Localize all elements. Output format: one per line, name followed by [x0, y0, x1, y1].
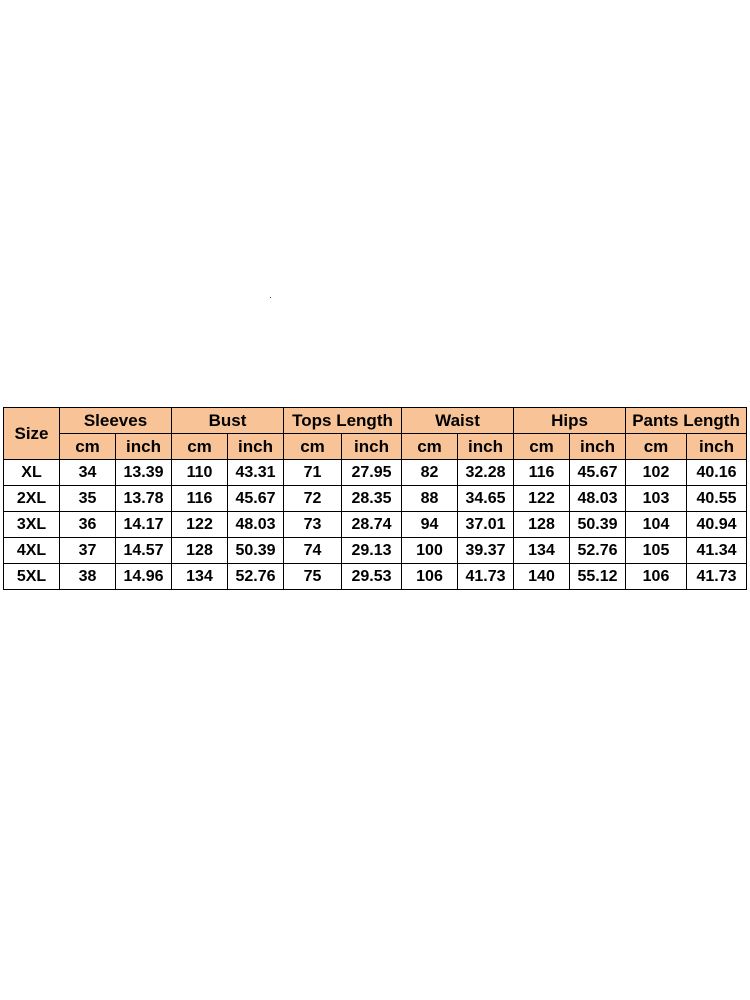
- unit-header-inch: inch: [342, 434, 402, 460]
- table-cell: 82: [402, 460, 458, 486]
- unit-header-cm: cm: [402, 434, 458, 460]
- group-header-pants-length: Pants Length: [626, 408, 747, 434]
- table-cell: 13.39: [116, 460, 172, 486]
- table-cell: 122: [514, 486, 570, 512]
- size-chart-table: [3, 407, 747, 590]
- table-cell: 45.67: [228, 486, 284, 512]
- stray-dot: [270, 297, 271, 298]
- table-cell: 48.03: [228, 512, 284, 538]
- table-cell: 14.57: [116, 538, 172, 564]
- unit-header-inch: inch: [570, 434, 626, 460]
- table-cell: 29.53: [342, 564, 402, 590]
- table-cell: 94: [402, 512, 458, 538]
- table-cell: 28.35: [342, 486, 402, 512]
- unit-header-row: [4, 434, 747, 460]
- table-cell: 50.39: [570, 512, 626, 538]
- table-cell: 103: [626, 486, 687, 512]
- table-cell: 50.39: [228, 538, 284, 564]
- unit-header-inch: inch: [458, 434, 514, 460]
- table-cell: 116: [172, 486, 228, 512]
- table-cell: 52.76: [570, 538, 626, 564]
- table-cell: 40.55: [687, 486, 747, 512]
- group-header-hips: Hips: [514, 408, 626, 434]
- table-cell: 106: [626, 564, 687, 590]
- table-cell: 14.17: [116, 512, 172, 538]
- table-cell: 34: [60, 460, 116, 486]
- unit-header-inch: inch: [116, 434, 172, 460]
- group-header-waist: Waist: [402, 408, 514, 434]
- table-cell: 37: [60, 538, 116, 564]
- table-cell: 88: [402, 486, 458, 512]
- table-row: [4, 460, 747, 486]
- table-cell: 27.95: [342, 460, 402, 486]
- table-cell: 36: [60, 512, 116, 538]
- table-cell: 134: [514, 538, 570, 564]
- group-header-row: [4, 408, 747, 434]
- table-row: [4, 512, 747, 538]
- table-cell: 55.12: [570, 564, 626, 590]
- table-cell: 45.67: [570, 460, 626, 486]
- size-cell: 3XL: [4, 512, 60, 538]
- table-row: [4, 486, 747, 512]
- table-cell: 100: [402, 538, 458, 564]
- table-cell: 71: [284, 460, 342, 486]
- table-cell: 105: [626, 538, 687, 564]
- table-cell: 43.31: [228, 460, 284, 486]
- table-cell: 14.96: [116, 564, 172, 590]
- size-cell: 5XL: [4, 564, 60, 590]
- table-cell: 38: [60, 564, 116, 590]
- table-cell: 41.73: [687, 564, 747, 590]
- size-column-header: Size: [4, 408, 60, 460]
- table-row: [4, 538, 747, 564]
- table-cell: 40.94: [687, 512, 747, 538]
- group-header-bust: Bust: [172, 408, 284, 434]
- table-cell: 128: [172, 538, 228, 564]
- group-header-sleeves: Sleeves: [60, 408, 172, 434]
- table-cell: 13.78: [116, 486, 172, 512]
- table-cell: 72: [284, 486, 342, 512]
- table-cell: 128: [514, 512, 570, 538]
- size-cell: XL: [4, 460, 60, 486]
- table-cell: 140: [514, 564, 570, 590]
- unit-header-cm: cm: [514, 434, 570, 460]
- table-cell: 35: [60, 486, 116, 512]
- table-cell: 74: [284, 538, 342, 564]
- unit-header-cm: cm: [172, 434, 228, 460]
- size-cell: 4XL: [4, 538, 60, 564]
- unit-header-cm: cm: [626, 434, 687, 460]
- table-cell: 48.03: [570, 486, 626, 512]
- table-cell: 52.76: [228, 564, 284, 590]
- table-cell: 75: [284, 564, 342, 590]
- unit-header-inch: inch: [687, 434, 747, 460]
- size-cell: 2XL: [4, 486, 60, 512]
- table-cell: 41.34: [687, 538, 747, 564]
- unit-header-cm: cm: [284, 434, 342, 460]
- unit-header-cm: cm: [60, 434, 116, 460]
- table-cell: 39.37: [458, 538, 514, 564]
- table-cell: 32.28: [458, 460, 514, 486]
- table-cell: 102: [626, 460, 687, 486]
- table-cell: 110: [172, 460, 228, 486]
- table-cell: 134: [172, 564, 228, 590]
- table-cell: 116: [514, 460, 570, 486]
- table-cell: 37.01: [458, 512, 514, 538]
- group-header-tops-length: Tops Length: [284, 408, 402, 434]
- table-cell: 122: [172, 512, 228, 538]
- table-cell: 104: [626, 512, 687, 538]
- unit-header-inch: inch: [228, 434, 284, 460]
- table-cell: 40.16: [687, 460, 747, 486]
- table-cell: 34.65: [458, 486, 514, 512]
- table-cell: 73: [284, 512, 342, 538]
- table-cell: 28.74: [342, 512, 402, 538]
- table-cell: 41.73: [458, 564, 514, 590]
- table-cell: 29.13: [342, 538, 402, 564]
- table-cell: 106: [402, 564, 458, 590]
- table-row: [4, 564, 747, 590]
